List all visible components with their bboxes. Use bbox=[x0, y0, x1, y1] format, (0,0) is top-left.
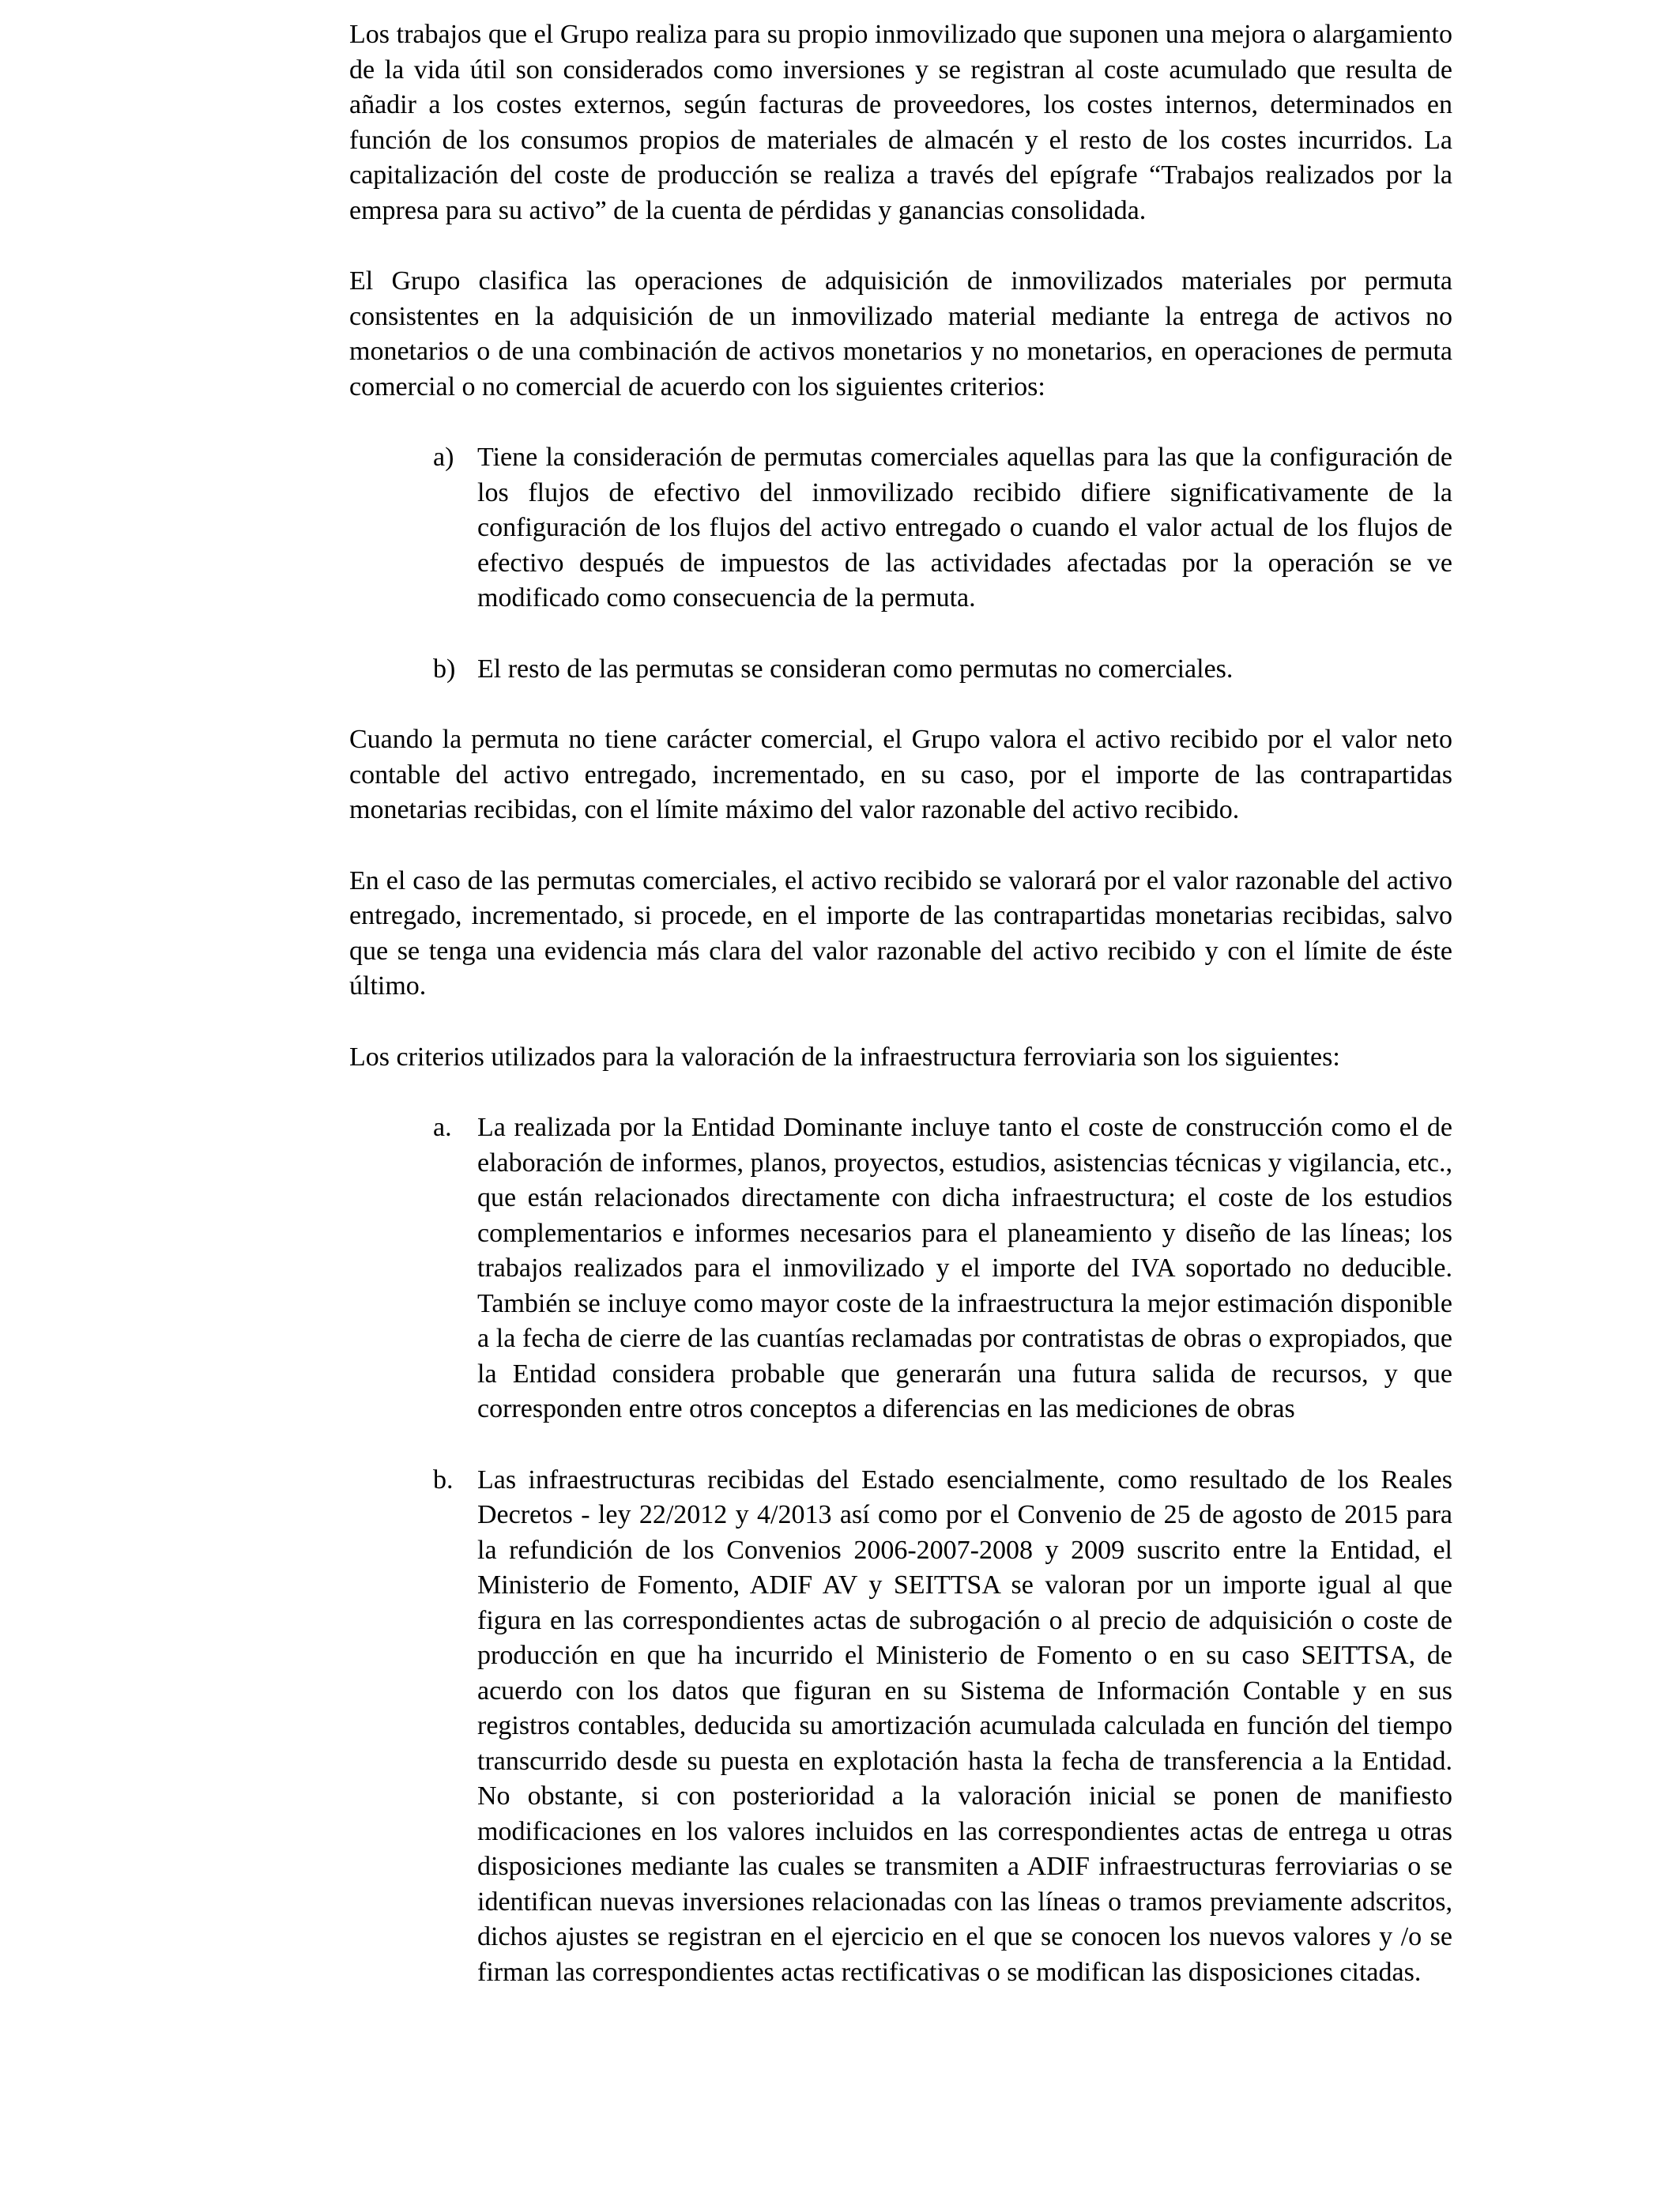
paragraph-clasificacion-permutas: El Grupo clasifica las operaciones de adquisición de inmovilizados materiales por permuta consistentes en la adquisición de un inmovilizado material mediante la entrega de activos no monetarios o de una combinación de activos monetarios y no monetarios, en operaciones de permuta comercial o no comercial de acuerdo con los siguientes criterios: bbox=[349, 266, 1452, 401]
list-marker: b) bbox=[433, 654, 456, 684]
paragraph-permuta-comercial: En el caso de las permutas comerciales, el activo recibido se valorará por el valor razonable del activo entregado, incrementado, si procede, en el importe de las contrapartidas monetarias recibidas, salvo que se tenga una evidencia más clara del valor razonable del activo recibido y con el límite de éste último. bbox=[349, 865, 1452, 1001]
list-criterios-infraestructura bbox=[349, 1110, 1452, 1990]
paragraph-trabajos-inmovilizado: Los trabajos que el Grupo realiza para su propio inmovilizado que suponen una mejora o alargamiento de la vida útil son considerados como inversiones y se registran al coste acumulado que resulta de añadir a los costes externos, según facturas de proveedores, los costes internos, determinados en función de los consumos propios de materiales de almacén y el resto de los costes incurridos. La capitalización del coste de producción se realiza a través del epígrafe “Trabajos realizados por la empresa para su activo” de la cuenta de pérdidas y ganancias consolidada. bbox=[349, 20, 1452, 225]
document-page bbox=[349, 17, 1452, 2026]
list-item-text: Las infraestructuras recibidas del Estado esencialmente, como resultado de los Reales Decretos - ley 22/2012 y 4/2013 así como por el Convenio de 25 de agosto de 2015 para la refundición de los Convenios 2006-2007-2008 y 2009 suscrito entre la Entidad, el Ministerio de Fomento, ADIF AV y SEITTSA se valoran por un importe igual al que figura en las correspondientes actas de subrogación o al precio de adquisición o coste de producción en que ha incurrido el Ministerio de Fomento o en su caso SEITTSA, de acuerdo con los datos que figuran en su Sistema de Información Contable y en sus registros contables, deducida su amortización acumulada calculada en función del tiempo transcurrido desde su puesta en explotación hasta la fecha de transferencia a la Entidad. No obstante, si con posterioridad a la valoración inicial se ponen de manifiesto modificaciones en los valores incluidos en las correspondientes actas de entrega u otras disposiciones mediante las cuales se transmiten a ADIF infraestructuras ferroviarias o se identifican nuevas inversiones relacionadas con las líneas o tramos previamente adscritos, dichos ajustes se registran en el ejercicio en el que se conocen los nuevos valores y /o se firman las correspondientes actas rectificativas o se modifican las disposiciones citadas. bbox=[477, 1465, 1452, 1987]
paragraph-criterios-intro: Los criterios utilizados para la valoración de la infraestructura ferroviaria son los siguientes: bbox=[349, 1042, 1340, 1072]
list-marker: a. bbox=[433, 1113, 452, 1142]
list-item-infraestructuras-estado bbox=[349, 1463, 1452, 1991]
list-item-text: La realizada por la Entidad Dominante incluye tanto el coste de construcción como el de elaboración de informes, planos, proyectos, estudios, asistencias técnicas y vigilancia, etc., que están relacionados directamente con dicha infraestructura; el coste de los estudios complementarios e informes necesarios para el planeamiento y diseño de las líneas; los trabajos realizados para el inmovilizado y el importe del IVA soportado no deducible. También se incluye como mayor coste de la infraestructura la mejor estimación disponible a la fecha de cierre de las cuantías reclamadas por contratistas de obras o expropiados, que la Entidad considera probable que generarán una futura salida de recursos, y que corresponden entre otros conceptos a diferencias en las mediciones de obras bbox=[477, 1113, 1452, 1423]
list-permutas bbox=[349, 440, 1452, 687]
list-item-permuta-comercial bbox=[349, 440, 1452, 616]
list-marker: b. bbox=[433, 1465, 454, 1495]
paragraph-permuta-no-comercial: Cuando la permuta no tiene carácter comercial, el Grupo valora el activo recibido por el valor neto contable del activo entregado, incrementado, en su caso, por el importe de las contrapartidas monetarias recibidas, con el límite máximo del valor razonable del activo recibido. bbox=[349, 725, 1452, 824]
list-item-text: Tiene la consideración de permutas comerciales aquellas para las que la configuración de los flujos de efectivo del inmovilizado recibido difiere significativamente de la configuración de los flujos del activo entregado o cuando el valor actual de los flujos de efectivo después de impuestos de las actividades afectadas por la operación se ve modificado como consecuencia de la permuta. bbox=[477, 443, 1452, 613]
list-item-entidad-dominante bbox=[349, 1110, 1452, 1427]
list-marker: a) bbox=[433, 443, 454, 472]
list-item-permuta-no-comercial bbox=[349, 652, 1452, 688]
list-item-text: El resto de las permutas se consideran como permutas no comerciales. bbox=[477, 654, 1234, 684]
